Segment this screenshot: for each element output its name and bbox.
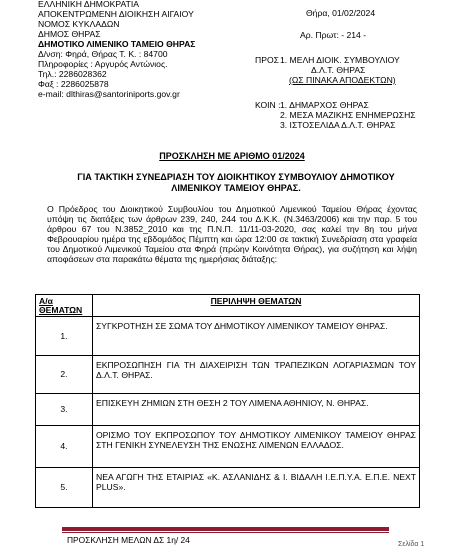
agenda-item-topic: ΕΚΠΡΟΣΩΠΗΣΗ ΓΙΑ ΤΗ ΔΙΑΧΕΙΡΙΣΗ ΤΩΝ ΤΡΑΠΕΖΙΚΩΝ ΛΟΓΑΡΙΑΣΜΩΝ ΤΟΥ Δ.Λ.Τ. ΘΗΡΑΣ.	[93, 356, 420, 394]
sender-block	[38, 0, 195, 100]
sender-municipality: ΔΗΜΟΣ ΘΗΡΑΣ	[38, 28, 101, 39]
table-row	[36, 468, 420, 508]
notify-item: 1. ΔΗΜΑΡΧΟΣ ΘΗΡΑΣ	[280, 100, 369, 110]
agenda-item-number: 5.	[36, 468, 93, 508]
agenda-item-number: 1.	[36, 317, 93, 356]
recipients-label: ΠΡΟΣ :	[255, 55, 284, 65]
footer-text: ΠΡΟΣΚΛΗΣΗ ΜΕΛΩΝ ΔΣ 1η/ 24	[67, 535, 190, 545]
footer-divider-thin	[62, 532, 389, 533]
invitation-title: ΠΡΟΣΚΛΗΣΗ ΜΕ ΑΡΙΘΜΟ 01/2024	[159, 151, 305, 161]
recipient-item-note: (ΩΣ ΠΙΝΑΚΑ ΑΠΟΔΕΚΤΩΝ)	[289, 74, 396, 85]
sender-phone: Τηλ.: 2286028362	[38, 68, 107, 79]
agenda-item-topic: ΕΠΙΣΚΕΥΗ ΖΗΜΙΩΝ ΣΤΗ ΘΕΣΗ 2 ΤΟΥ ΛΙΜΕΝΑ ΑΘΗΝΙΟΥ, Ν. ΘΗΡΑΣ.	[93, 394, 420, 426]
footer-page-number: Σελίδα 1	[398, 541, 425, 548]
footer-divider	[62, 527, 389, 531]
sender-email: e-mail: dlthiras@santoriniports.gov.gr	[38, 88, 180, 99]
agenda-item-topic: ΝΕΑ ΑΓΩΓΗ ΤΗΣ ΕΤΑΙΡΙΑΣ «Κ. ΑΣΛΑΝΙΔΗΣ & Ι. ΒΙΔΑΛΗ Ι.Ε.Π.Υ.Α. Ε.Π.Ε. NEXT PLUS».	[93, 468, 420, 508]
agenda-header-topic: ΠΕΡΙΛΗΨΗ ΘΕΜΑΤΩΝ	[93, 295, 420, 317]
agenda-item-number: 3.	[36, 394, 93, 426]
notify-item: 2. ΜΕΣΑ ΜΑΖΙΚΗΣ ΕΝΗΜΕΡΩΣΗΣ	[280, 109, 416, 120]
table-row	[36, 356, 420, 394]
protocol-number: Αρ. Πρωτ: - 214 -	[300, 30, 367, 40]
sender-contact-person: Πληροφορίες : Αργυρός Αντώνιος.	[38, 58, 168, 69]
agenda-item-number: 2.	[36, 356, 93, 394]
document-date: Θήρα, 01/02/2024	[306, 8, 376, 18]
agenda-table	[35, 294, 420, 508]
invitation-subject: ΓΙΑ ΤΑΚΤΙΚΗ ΣΥΝΕΔΡΙΑΣΗ ΤΟΥ ΔΙΟΙΚΗΤΙΚΟΥ ΣΥΜΒΟΥΛΙΟΥ ΔΗΜΟΤΙΚΟΥ ΛΙΜΕΝΙΚΟΥ ΤΑΜΕΙΟΥ ΘΗΡΑΣ.	[77, 172, 395, 193]
table-row	[36, 317, 420, 356]
notify-item: 3. ΙΣΤΟΣΕΛΙΔΑ Δ.Λ.Τ. ΘΗΡΑΣ	[280, 119, 396, 130]
invitation-body: Ο Πρόεδρος του Διοικητικού Συμβουλίου του Δημοτικού Λιμενικού Ταμείου Θήρας έχοντας υπόψη τις διατάξεις των άρθρων 239, 240, 244 του Δ.Κ.Κ. (Ν.3463/2006) και την παρ. 5 του άρθρου 67 του Ν.3852_2010 και της Π.Ν.Π. 11/11-03-2020, σας καλεί την 8η του μήνα Φεβρουαρίου ημέρα της εβδομάδος Πέμπτη και ώρα 12:00 σε τακτική Συνεδρίαση στα γραφεία του Δημοτικού Λιμενικού Ταμείου στα Φηρά (πρώην Κοινότητα Θήρας), για συζήτηση και λήψη αποφάσεων στα παρακάτω θέματα της ημερήσιας διάταξης:	[47, 204, 417, 264]
agenda-item-topic: ΣΥΓΚΡΟΤΗΣΗ ΣΕ ΣΩΜΑ ΤΟΥ ΔΗΜΟΤΙΚΟΥ ΛΙΜΕΝΙΚΟΥ ΤΑΜΕΙΟΥ ΘΗΡΑΣ.	[93, 317, 420, 356]
agenda-item-number: 4.	[36, 426, 93, 468]
sender-prefecture: ΝΟΜΟΣ ΚΥΚΛΑΔΩΝ	[38, 18, 120, 29]
recipient-item-org: Δ.Λ.Τ. ΘΗΡΑΣ	[311, 64, 366, 75]
table-row	[36, 394, 420, 426]
sender-country: ΕΛΛΗΝΙΚΗ ΔΗΜΟΚΡΑΤΙΑ	[38, 0, 139, 9]
sender-admin: ΑΠΟΚΕΝΤΡΩΜΕΝΗ ΔΙΟΙΚΗΣΗ ΑΙΓΑΙΟΥ	[38, 8, 194, 19]
sender-fax: Φαξ : 2286025878	[38, 78, 109, 89]
recipients-block	[255, 56, 400, 86]
notify-block	[255, 101, 416, 131]
sender-organization: ΔΗΜΟΤΙΚΟ ΛΙΜΕΝΙΚΟ ΤΑΜΕΙΟ ΘΗΡΑΣ	[38, 38, 196, 49]
notify-label: ΚΟΙΝ :	[255, 100, 281, 110]
recipient-item: 1. ΜΕΛΗ ΔΙΟΙΚ. ΣΥΜΒΟΥΛΙΟΥ	[280, 55, 400, 65]
table-row	[36, 426, 420, 468]
agenda-item-topic: ΟΡΙΣΜΟ ΤΟΥ ΕΚΠΡΟΣΩΠΟΥ ΤΟΥ ΔΗΜΟΤΙΚΟΥ ΛΙΜΕΝΙΚΟΥ ΤΑΜΕΙΟΥ ΘΗΡΑΣ ΣΤΗ ΓΕΝΙΚΗ ΣΥΝΕΛΕΥΣΗ ΤΗΣ ΕΝΩΣΗΣ ΛΙΜΕΝΩΝ ΕΛΛΑΔΟΣ.	[93, 426, 420, 468]
agenda-header-number: Α/α ΘΕΜΑΤΩΝ	[36, 295, 93, 317]
agenda-header-row	[36, 295, 420, 317]
sender-address: Δ/νση: Φηρά, Θήρας Τ. Κ. : 84700	[38, 48, 168, 59]
